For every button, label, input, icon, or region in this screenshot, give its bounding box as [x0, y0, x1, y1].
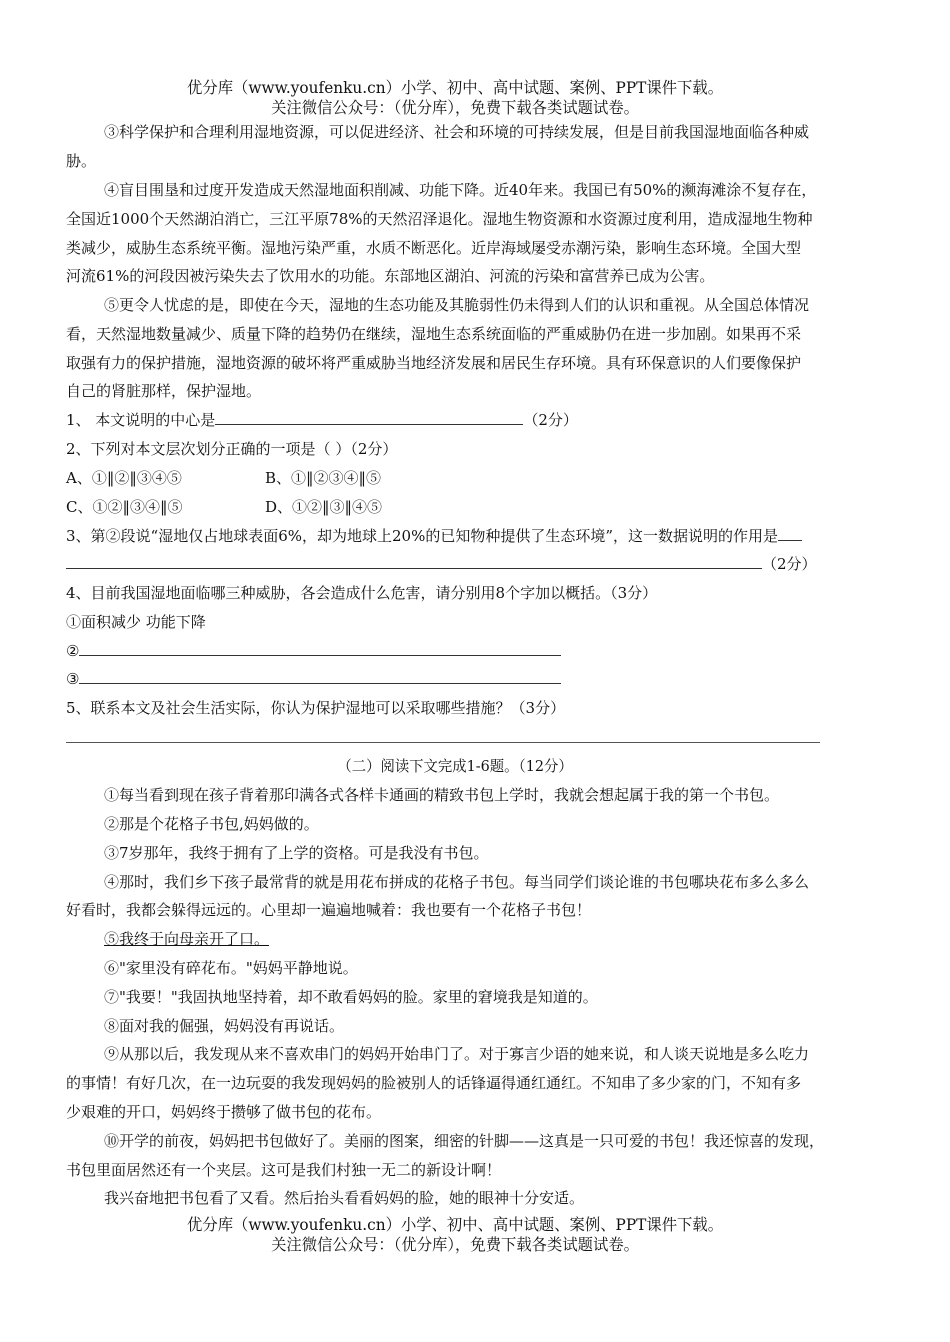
- story-paragraph-9-line-3: 少艰难的开口，妈妈终于攒够了做书包的花布。: [66, 1103, 382, 1121]
- story-paragraph-8: ⑧面对我的倔强，妈妈没有再说话。: [104, 1017, 345, 1035]
- question-4-answer-2-label: ②: [66, 642, 80, 660]
- option-a: A、①‖②‖③④⑤: [66, 469, 182, 487]
- paragraph-4-line-3: 类减少，威胁生态系统平衡。湿地污染严重，水质不断恶化。近岸海域屡受赤潮污染，影响生态环境。全国大型: [66, 239, 802, 257]
- question-3-answer-blank-start[interactable]: [778, 526, 802, 541]
- paragraph-3-line-1: ③科学保护和合理利用湿地资源，可以促进经济、社会和环境的可持续发展，但是目前我国湿地面临各种威: [104, 123, 810, 141]
- option-d: D、①②‖③‖④⑤: [265, 498, 383, 516]
- paragraph-5-line-4: 自己的肾脏那样，保护湿地。: [66, 382, 262, 400]
- question-3-score: （2分）: [762, 555, 817, 573]
- story-paragraph-7: ⑦"我要！"我固执地坚持着，却不敢看妈妈的脸。家里的窘境我是知道的。: [104, 988, 598, 1006]
- question-1-answer-blank[interactable]: [215, 410, 523, 425]
- section-2-title: （二）阅读下文完成1-6题。（12分）: [337, 757, 573, 775]
- question-4-answer-2-row: [66, 641, 561, 661]
- question-1-label: 1、 本文说明的中心是: [66, 411, 216, 429]
- header-line-2: 关注微信公众号：（优分库），免费下载各类试题试卷。: [271, 98, 639, 117]
- question-5-answer-blank[interactable]: [66, 742, 820, 743]
- story-paragraph-4-line-2: 好看时，我都会躲得远远的。心里却一遍遍地喊着：我也要有一个花格子书包！: [66, 901, 592, 919]
- question-4-answer-3-label: ③: [66, 670, 80, 688]
- footer-line-1: 优分库（www.youfenku.cn）小学、初中、高中试题、案例、PPT课件下载。: [187, 1215, 724, 1234]
- question-5: 5、联系本文及社会生活实际，你认为保护湿地可以采取哪些措施？（3分）: [66, 699, 566, 717]
- story-paragraph-10-line-2: 书包里面居然还有一个夹层。这可是我们村独一无二的新设计啊！: [66, 1161, 502, 1179]
- question-4-answer-1: ①面积减少 功能下降: [66, 613, 206, 631]
- story-paragraph-10-line-1: ⑩开学的前夜，妈妈把书包做好了。美丽的图案，细密的针脚——这真是一只可爱的书包！我还惊喜的发现，: [104, 1132, 825, 1150]
- paragraph-5-line-3: 取强有力的保护措施，湿地资源的破坏将严重威胁当地经济发展和居民生存环境。具有环保意识的人们要像保护: [66, 354, 802, 372]
- paragraph-3-line-2: 胁。: [66, 152, 97, 170]
- story-paragraph-4-line-1: ④那时，我们乡下孩子最常背的就是用花布拼成的花格子书包。每当同学们谈论谁的书包哪块花布多么多么: [104, 873, 810, 891]
- question-3-text: 3、第②段说“湿地仅占地球表面6%，却为地球上20%的已知物种提供了生态环境”，这一数据说明的作用是: [66, 527, 779, 545]
- story-paragraph-11: 我兴奋地把书包看了又看。然后抬头看看妈妈的脸，她的眼神十分安适。: [104, 1189, 585, 1207]
- story-paragraph-5-underlined: ⑤我终于向母亲开了口。: [104, 930, 270, 948]
- story-paragraph-6: ⑥"家里没有碎花布。"妈妈平静地说。: [104, 959, 358, 977]
- header-line-1: 优分库（www.youfenku.cn）小学、初中、高中试题、案例、PPT课件下载。: [187, 78, 724, 97]
- question-4-answer-2-blank[interactable]: [79, 641, 561, 656]
- question-2: 2、下列对本文层次划分正确的一项是（ ）（2分）: [66, 440, 398, 458]
- option-b: B、①‖②③④‖⑤: [265, 469, 382, 487]
- option-c: C、①②‖③④‖⑤: [66, 498, 183, 516]
- question-4-answer-3-row: [66, 669, 561, 689]
- story-paragraph-9-line-1: ⑨从那以后，我发现从来不喜欢串门的妈妈开始串门了。对于寡言少语的她来说，和人谈天说地是多么吃力: [104, 1045, 810, 1063]
- footer-line-2: 关注微信公众号：（优分库），免费下载各类试题试卷。: [271, 1235, 639, 1254]
- question-3: [66, 526, 802, 546]
- paragraph-4-line-4: 河流61%的河段因被污染失去了饮用水的功能。东部地区湖泊、河流的污染和富营养已成为公害。: [66, 267, 715, 285]
- question-4: 4、目前我国湿地面临哪三种威胁，各会造成什么危害，请分别用8个字加以概括。（3分）: [66, 584, 658, 602]
- paragraph-5-line-2: 看，天然湿地数量减少、质量下降的趋势仍在继续，湿地生态系统面临的严重威胁仍在进一步加剧。如果再不采: [66, 325, 802, 343]
- question-1: [66, 410, 578, 430]
- question-4-answer-3-blank[interactable]: [79, 669, 561, 684]
- question-3-answer-blank[interactable]: [66, 554, 762, 569]
- paragraph-5-line-1: ⑤更令人忧虑的是，即使在今天，湿地的生态功能及其脆弱性仍未得到人们的认识和重视。从全国总体情况: [104, 296, 810, 314]
- story-paragraph-9-line-2: 的事情！有好几次，在一边玩耍的我发现妈妈的脸被别人的话锋逼得通红通红。不知串了多少家的门，不知有多: [66, 1074, 802, 1092]
- paragraph-4-line-1: ④盲目围垦和过度开发造成天然湿地面积削减、功能下降。近40年来。我国已有50%的濒海滩涂不复存在，: [104, 181, 817, 199]
- question-1-score: （2分）: [523, 411, 578, 429]
- story-paragraph-2: ②那是个花格子书包,妈妈做的。: [104, 815, 319, 833]
- story-paragraph-1: ①每当看到现在孩子背着那印满各式各样卡通画的精致书包上学时，我就会想起属于我的第一个书包。: [104, 786, 780, 804]
- question-3-continued: [66, 554, 817, 574]
- paragraph-4-line-2: 全国近1000个天然湖泊消亡，三江平原78%的天然沼泽退化。湿地生物资源和水资源过度利用，造成湿地生物种: [66, 210, 813, 228]
- story-paragraph-3: ③7岁那年，我终于拥有了上学的资格。可是我没有书包。: [104, 844, 489, 862]
